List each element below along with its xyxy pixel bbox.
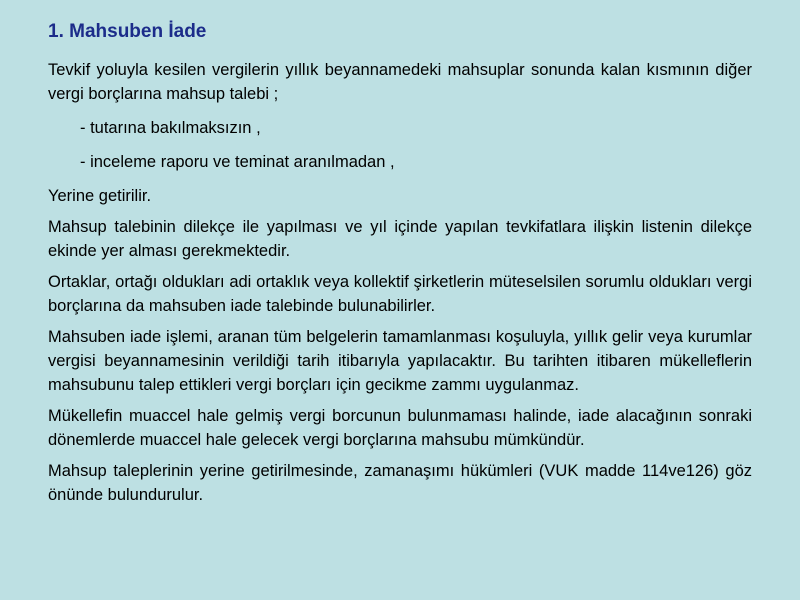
slide-title: 1. Mahsuben İade [48,21,207,42]
paragraph-dilekce: Mahsup talebinin dilekçe ile yapılması ve yıl içinde yapılan tevkifatlara ilişkin listenin dilekçe ekinde yer alması gerekmektedir. [48,218,752,260]
paragraph-zamanasimi: Mahsup taleplerinin yerine getirilmesinde, zamanaşımı hükümleri (VUK madde 114ve126) göz önünde bulundurulur. [48,462,752,504]
paragraph-mahsup-talebi: Tevkif yoluyla kesilen vergilerin yıllık beyannamedeki mahsuplar sonunda kalan kısmının diğer vergi borçlarına mahsup talebi ; [48,61,752,103]
paragraph-muaccel: Mükellefin muaccel hale gelmiş vergi borcunun bulunmaması halinde, iade alacağının sonraki dönemlerde muaccel hale gelecek vergi borçlarına mahsubu mümkündür. [48,407,752,449]
paragraph-ortaklar: Ortaklar, ortağı oldukları adi ortaklık veya kollektif şirketlerin müteselsilen sorumlu oldukları vergi borçlarına da mahsuben iade talebinde bulunabilirler. [48,273,752,315]
paragraph-yerine-getirilir: Yerine getirilir. [48,187,152,205]
bullet-inceleme-raporu: - inceleme raporu ve teminat aranılmadan , [80,153,395,171]
bullet-tutarina-bakilmaksizin: - tutarına bakılmaksızın , [80,119,261,137]
paragraph-mahsuben-iade-islemi: Mahsuben iade işlemi, aranan tüm belgelerin tamamlanması koşuluyla, yıllık gelir veya kurumlar vergisi beyannamesinin verildiği tarih itibarıyla yapılacaktır. Bu tarihten itibaren mükelleflerin mahsubunu talep ettikleri vergi borçları için gecikme zammı uygulanmaz. [48,328,752,394]
